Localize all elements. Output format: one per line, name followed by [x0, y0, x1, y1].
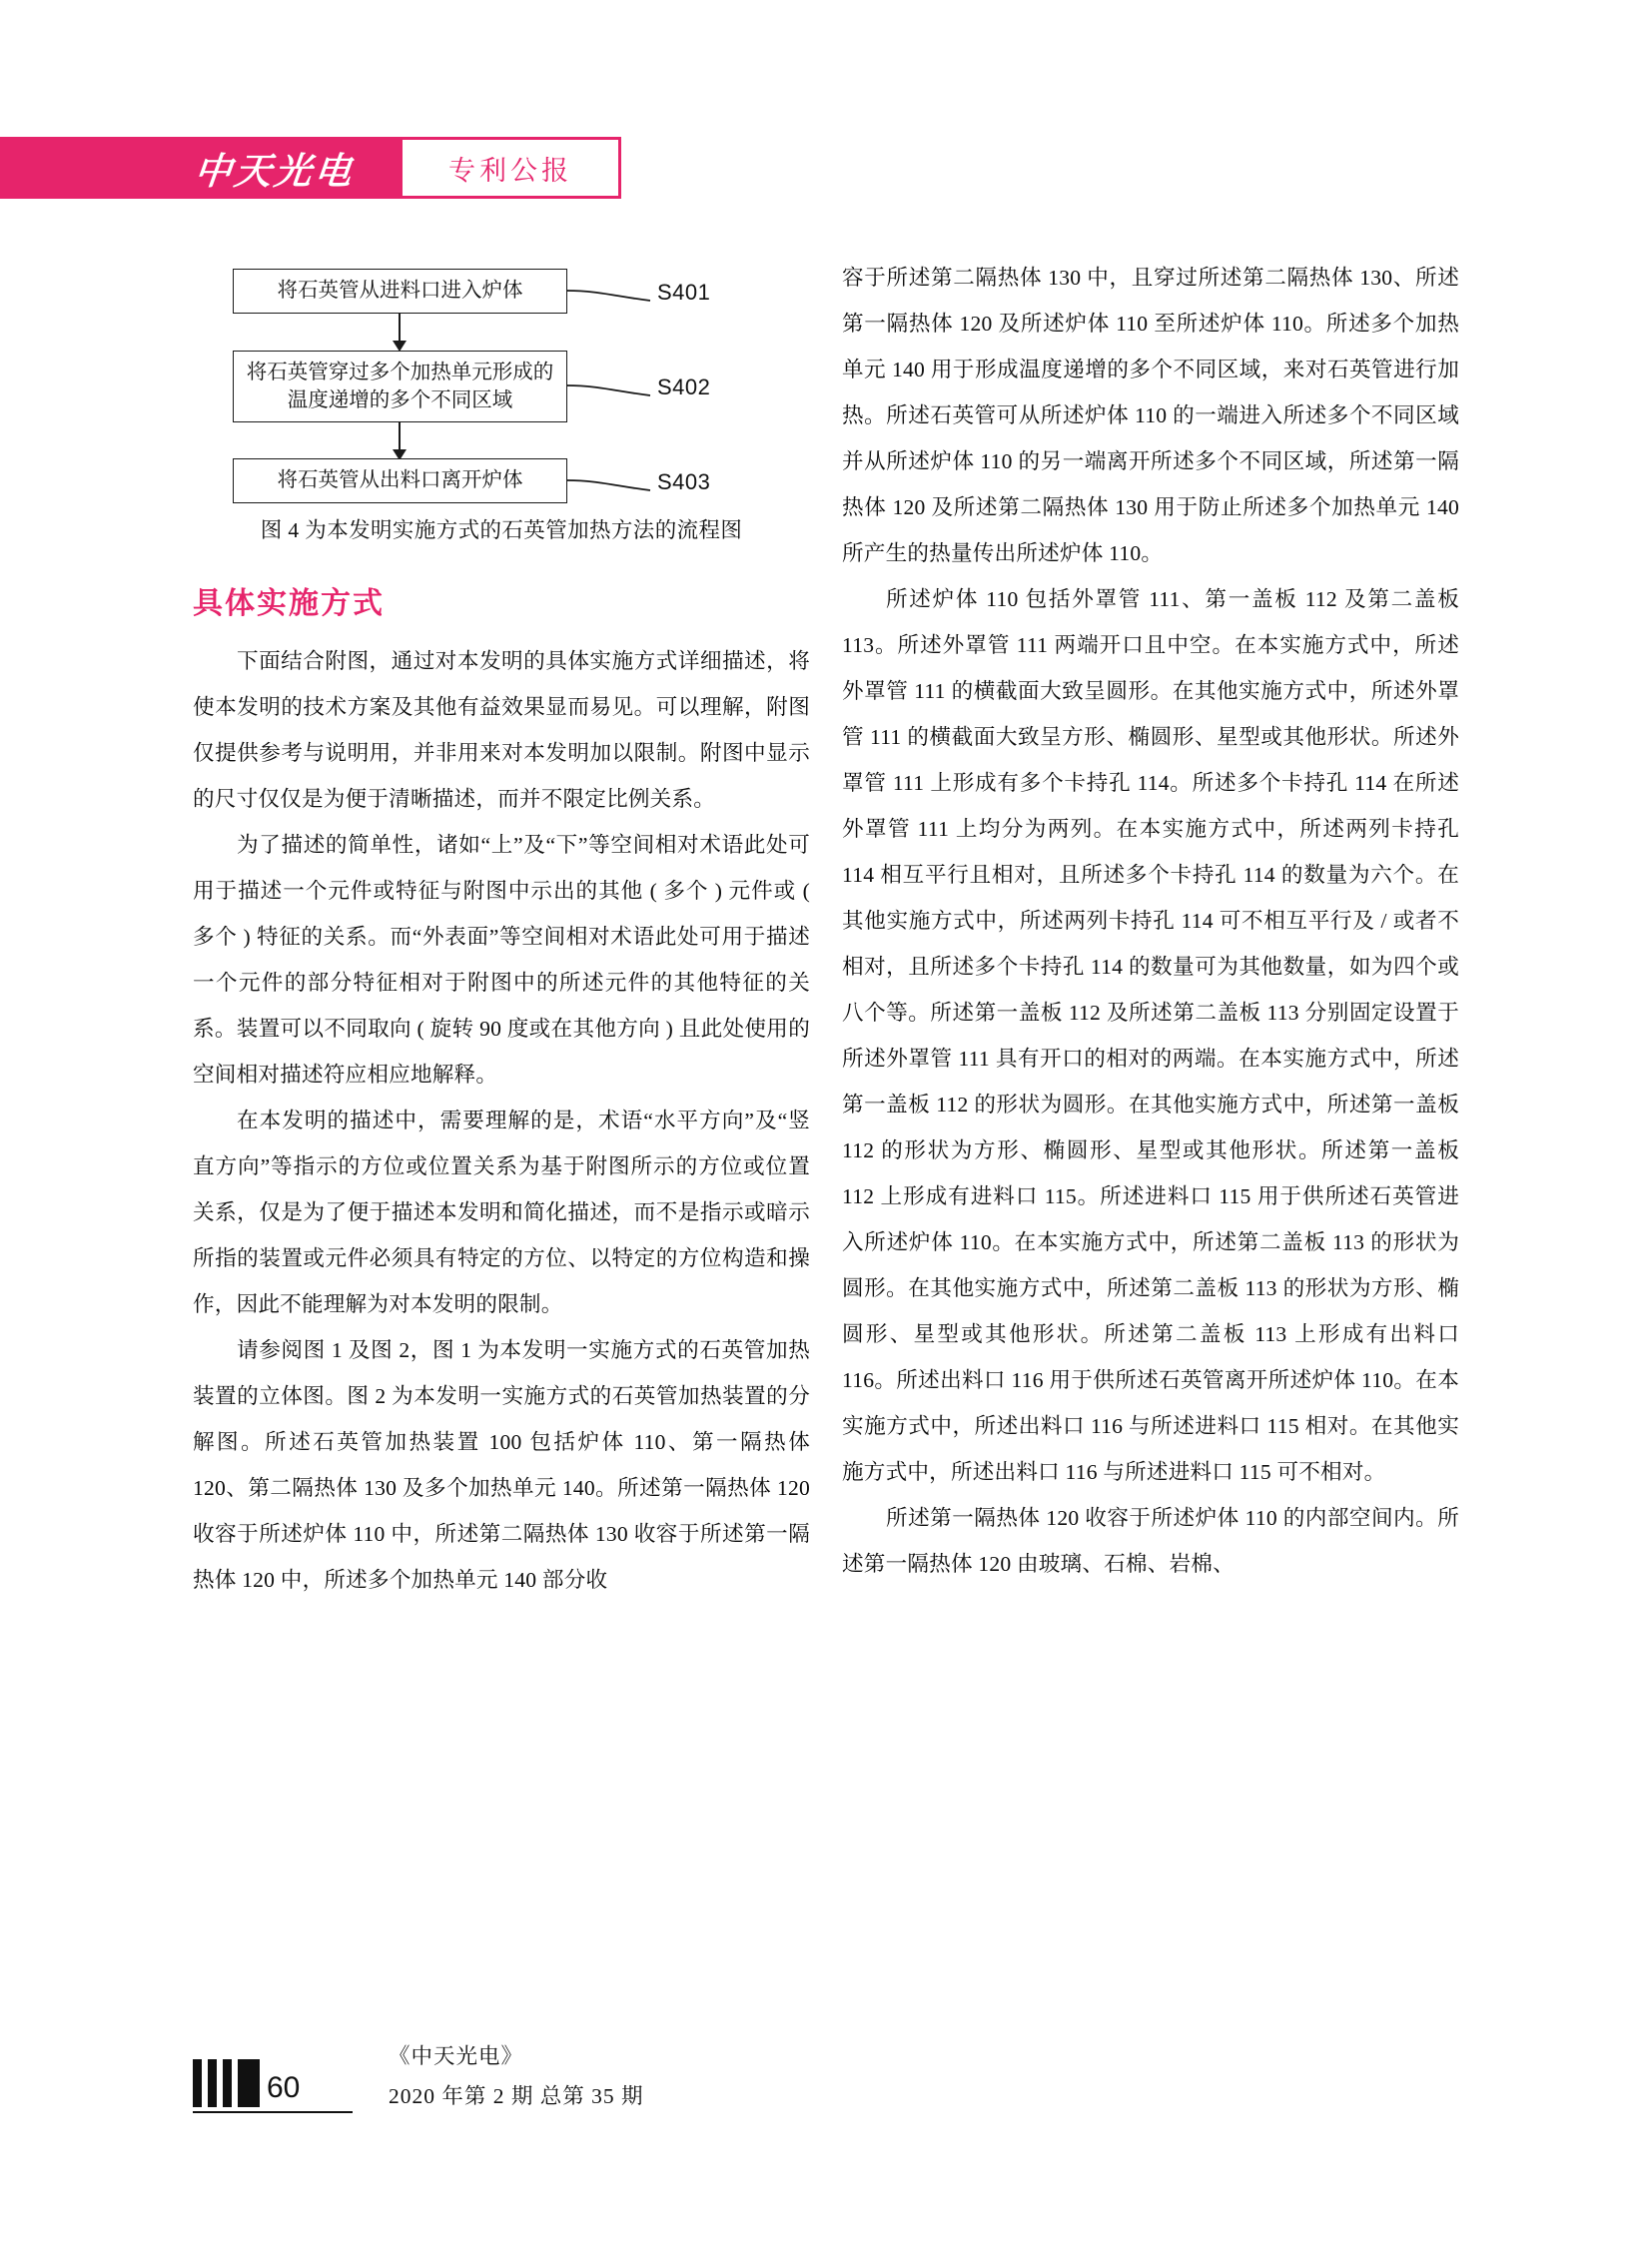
flow-box-step-1: 将石英管从进料口进入炉体 — [233, 269, 567, 314]
footer-rule — [193, 2111, 353, 2113]
footer-bars-icon — [193, 2059, 260, 2107]
brand-logo-text: 中天光电 — [192, 149, 357, 193]
paragraph: 为了描述的简单性，诸如“上”及“下”等空间相对术语此处可用于描述一个元件或特征与附图中示出的其他 ( 多个 ) 元件或 ( 多个 ) 特征的关系。而“外表面”等空间相对术语此处可用于描述一个元件的部分特征相对于附图中的所述元件的其他特征的关系。装置可以不同取向 ( 旋转 90 度或在其他方向 ) 且此处使用的空间相对描述符应相应地解释。 — [193, 833, 810, 1087]
section-tag-label: 专利公报 — [448, 155, 572, 186]
flow-step-label-s402: S402 — [657, 374, 711, 399]
left-column — [193, 255, 810, 1603]
right-column — [842, 255, 1459, 1587]
paragraph: 在本发明的描述中，需要理解的是，术语“水平方向”及“竖直方向”等指示的方位或位置关系为基于附图所示的方位或位置关系，仅是为了便于描述本发明和简化描述，而不是指示或暗示所指的装置或元件必须具有特定的方位、以特定的方位构造和操作，因此不能理解为对本发明的限制。 — [193, 1109, 810, 1316]
brand-block — [0, 137, 403, 199]
paragraph: 所述炉体 110 包括外罩管 111、第一盖板 112 及第二盖板 113。所述外罩管 111 两端开口且中空。在本实施方式中，所述外罩管 111 的横截面大致呈圆形。在其他实施方式中，所述外罩管 111 的横截面大致呈方形、椭圆形、星型或其他形状。所述外罩管 111 上形成有多个卡持孔 114。所述多个卡持孔 114 在所述外罩管 111 上均分为两列。在本实施方式中，所述两列卡持孔 114 相互平行且相对，且所述多个卡持孔 114 的数量为六个。在其他实施方式中，所述两列卡持孔 114 可不相互平行及 / 或者不相对，且所述多个卡持孔 114 的数量可为其他数量，如为四个或八个等。所述第一盖板 112 及所述第二盖板 113 分别固定设置于所述外罩管 111 具有开口的相对的两端。在本实施方式中，所述第一盖板 112 的形状为圆形。在其他实施方式中，所述第一盖板 112 的形状为方形、椭圆形、星型或其他形状。所述第一盖板 112 上形成有进料口 115。所述进料口 115 用于供所述石英管进入所述炉体 110。在本实施方式中，所述第二盖板 113 的形状为圆形。在其他实施方式中，所述第二盖板 113 的形状为方形、椭圆形、星型或其他形状。所述第二盖板 113 上形成有出料口 116。所述出料口 116 用于供所述石英管离开所述炉体 110。在本实施方式中，所述出料口 116 与所述进料口 115 相对。在其他实施方式中，所述出料口 116 与所述进料口 115 可不相对。 — [842, 587, 1459, 1484]
footer-page-number: 60 — [267, 2071, 301, 2104]
flow-arrow-2 — [399, 422, 401, 450]
paragraph: 容于所述第二隔热体 130 中，且穿过所述第二隔热体 130、所述第一隔热体 120 及所述炉体 110 至所述炉体 110。所述多个加热单元 140 用于形成温度递增的多个不同区域，来对石英管进行加热。所述石英管可从所述炉体 110 的一端进入所述多个不同区域并从所述炉体 110 的另一端离开所述多个不同区域，所述第一隔热体 120 及所述第二隔热体 130 用于防止所述多个加热单元 140 所产生的热量传出所述炉体 110。 — [842, 266, 1459, 565]
footer-page-marker — [193, 2037, 363, 2107]
page-body — [0, 255, 1652, 1992]
footer-issue-line: 2020 年第 2 期 总第 35 期 — [389, 2084, 644, 2108]
figure-4-flowchart — [193, 255, 810, 499]
flow-box-step-2: 将石英管穿过多个加热单元形成的温度递增的多个不同区域 — [233, 351, 567, 422]
footer-journal-title: 《中天光电》 — [389, 2044, 524, 2068]
page-header-banner — [0, 137, 621, 199]
figure-caption: 图 4 为本发明实施方式的石英管加热方法的流程图 — [260, 518, 743, 542]
paragraph: 下面结合附图，通过对本发明的具体实施方式详细描述，将使本发明的技术方案及其他有益效果显而易见。可以理解，附图仅提供参考与说明用，并非用来对本发明加以限制。附图中显示的尺寸仅仅是为便于清晰描述，而并不限定比例关系。 — [193, 649, 810, 811]
flow-step-label-s401: S401 — [657, 280, 711, 305]
section-heading: 具体实施方式 — [193, 586, 385, 621]
flow-arrow-1 — [399, 314, 401, 342]
section-tag-block — [403, 137, 621, 199]
page-footer — [193, 2037, 992, 2127]
flow-box-step-3: 将石英管从出料口离开炉体 — [233, 458, 567, 503]
flow-step-label-s403: S403 — [657, 469, 711, 494]
paragraph: 所述第一隔热体 120 收容于所述炉体 110 的内部空间内。所述第一隔热体 120 由玻璃、石棉、岩棉、 — [842, 1506, 1459, 1576]
footer-text-group — [389, 2037, 644, 2110]
paragraph: 请参阅图 1 及图 2，图 1 为本发明一实施方式的石英管加热装置的立体图。图 2 为本发明一实施方式的石英管加热装置的分解图。所述石英管加热装置 100 包括炉体 110、第一隔热体 120、第二隔热体 130 及多个加热单元 140。所述第一隔热体 120 收容于所述炉体 110 中，所述第二隔热体 130 收容于所述第一隔热体 120 中，所述多个加热单元 140 部分收 — [193, 1338, 810, 1592]
